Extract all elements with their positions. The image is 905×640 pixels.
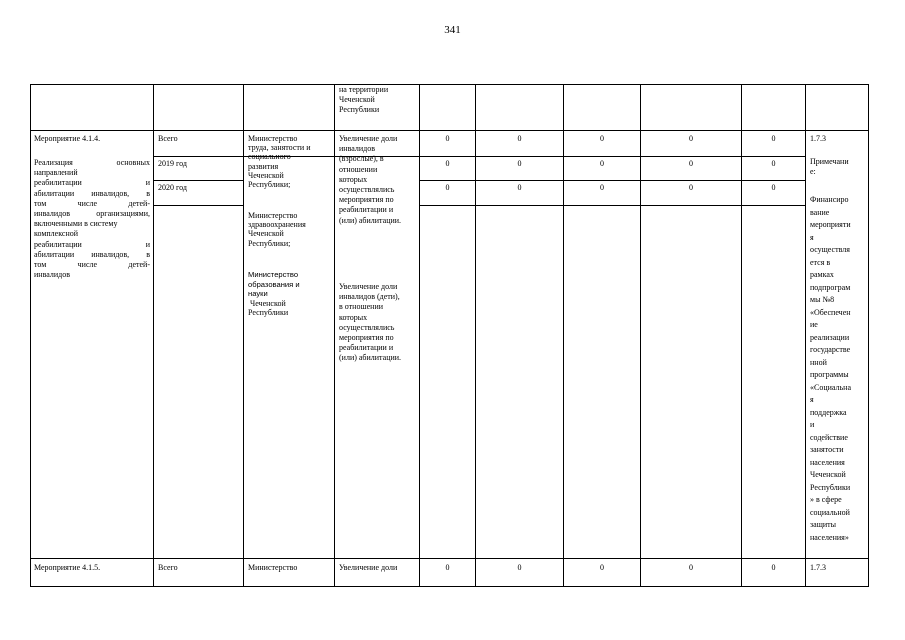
executor-health-ministry: Министерство здравоохранения Чеченской Республики; (248, 211, 306, 248)
value-cell: 0 (517, 159, 522, 168)
value-cell: 0 (517, 134, 522, 143)
grid-line (153, 180, 243, 181)
executor-education-ministry: Министерство образования и науки (248, 270, 300, 299)
value-cell: 0 (689, 159, 693, 168)
value-cell: 0 (600, 183, 604, 192)
program-table (30, 84, 869, 587)
indicator-text: на территории Чеченской Республики (339, 85, 389, 115)
value-cell: 0 (771, 159, 776, 168)
value-cell: 0 (445, 159, 450, 168)
indicator-code: 1.7.3 (810, 134, 826, 143)
event-title: Мероприятие 4.1.4. (34, 134, 101, 143)
value-cell: 0 (689, 134, 693, 143)
grid-line (805, 84, 806, 587)
value-cell: 0 (600, 134, 604, 143)
value-cell: 0 (689, 183, 693, 192)
grid-line (419, 180, 805, 181)
indicator-adults: Увеличение доли инвалидов (взрослые), в отношении которых осуществлялись мероприятия по реабилитации и (или) абилитации. (339, 134, 402, 225)
value-cell: 0 (771, 563, 776, 572)
value-cell: 0 (600, 563, 604, 572)
grid-line (153, 84, 154, 587)
value-cell: 0 (445, 183, 450, 192)
event-title: Мероприятие 4.1.5. (34, 563, 101, 572)
value-cell: 0 (771, 134, 776, 143)
page-number: 341 (444, 24, 461, 36)
grid-line (30, 558, 869, 559)
grid-line (334, 84, 335, 587)
grid-line (30, 130, 869, 131)
period-total: Всего (158, 563, 178, 572)
value-cell: 0 (600, 159, 604, 168)
grid-line (243, 84, 244, 587)
grid-line (153, 205, 243, 206)
grid-line (30, 84, 869, 85)
indicator-code: 1.7.3 (810, 563, 826, 572)
value-cell: 0 (445, 563, 450, 572)
grid-line (868, 84, 869, 587)
indicator-text: Увеличение доли (339, 563, 398, 572)
value-cell: 0 (445, 134, 450, 143)
note-label: Примечани е: (810, 157, 849, 177)
note-text: Финансиро вание мероприяти я осуществля ется в рамках подпрограм мы №8 «Обеспечен ие реализации государстве нной программы «Социальна я поддержка и содействие занятости населения Чеченской Республики » в сфере социальной защиты населения» (810, 195, 851, 542)
executor-education-ministry-tail: Чеченской Республики (248, 299, 289, 318)
value-cell: 0 (771, 183, 776, 192)
period-2019: 2019 год (158, 159, 187, 168)
executor: Министерство (248, 563, 298, 572)
executor-labor-ministry: Министерство труда, занятости и социального развития Чеченской Республики; (248, 134, 311, 190)
indicator-children: Увеличение доли инвалидов (дети), в отношении которых осуществлялись мероприятия по реабилитации и (или) абилитации. (339, 282, 402, 363)
grid-line (419, 205, 805, 206)
value-cell: 0 (517, 563, 522, 572)
value-cell: 0 (517, 183, 522, 192)
period-2020: 2020 год (158, 183, 187, 192)
grid-line (30, 586, 869, 587)
period-total: Всего (158, 134, 178, 143)
event-description: Реализация основных направлений реабилитации и абилитации инвалидов, в том числе детей- инвалидов организациями, включенными в систему комплексной реабилитации и абилитации инвалидов, в том числе детей- инвалидов (34, 158, 150, 280)
grid-line (30, 84, 31, 587)
value-cell: 0 (689, 563, 693, 572)
